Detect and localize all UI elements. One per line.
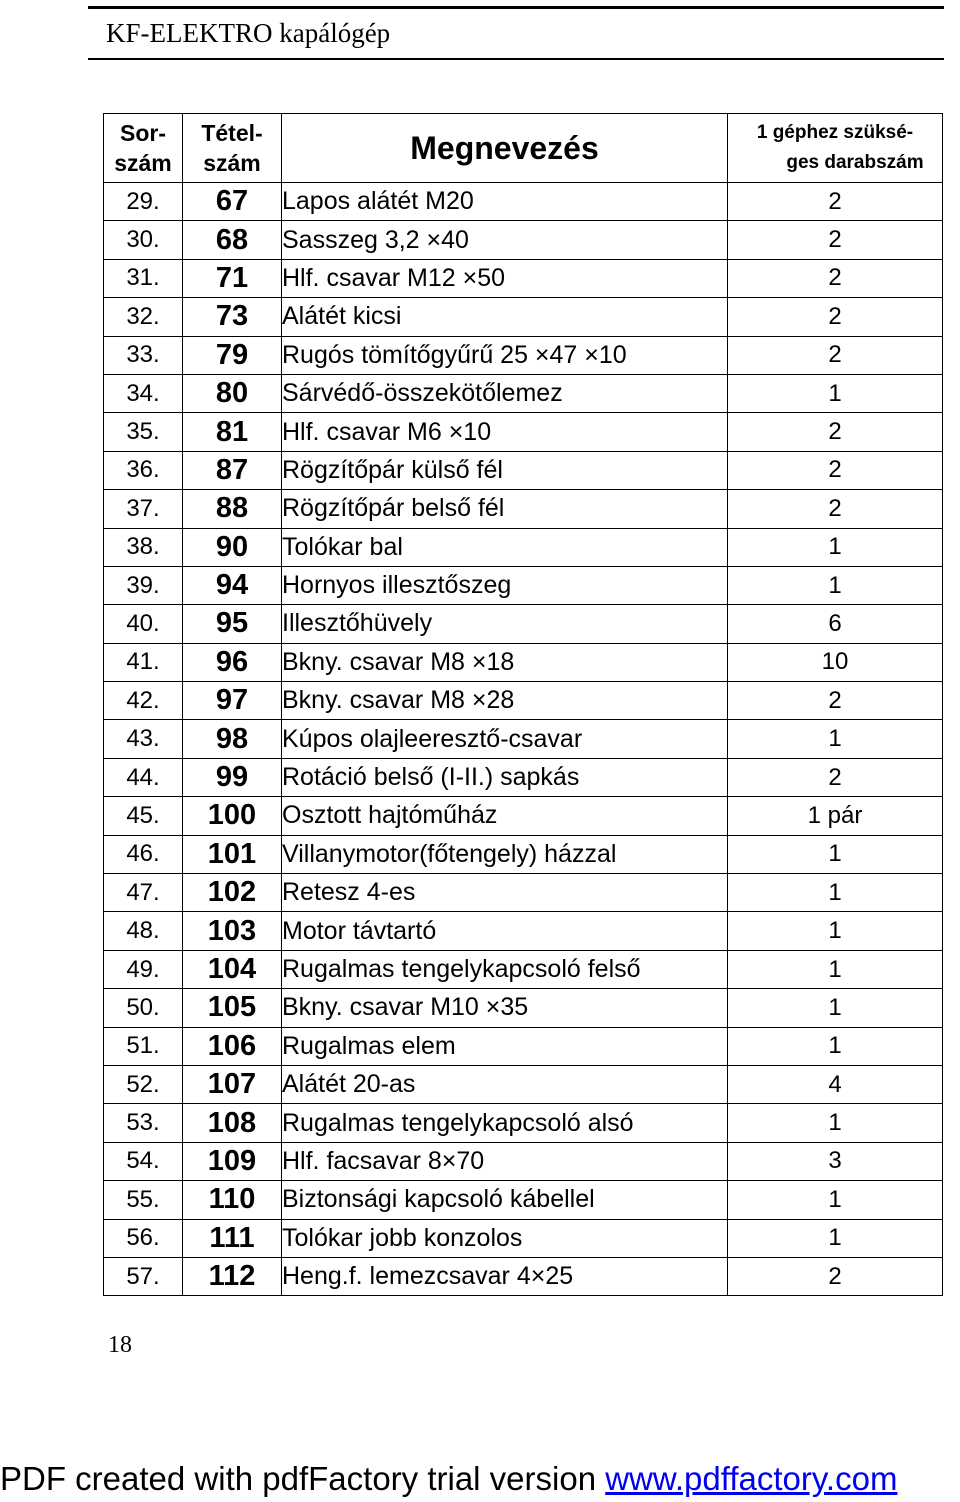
cell-darabszam: 6 <box>728 605 943 643</box>
table-body <box>104 183 943 1296</box>
cell-sorszam: 47. <box>104 874 183 912</box>
cell-sorszam: 52. <box>104 1065 183 1103</box>
cell-tetelszam: 80 <box>183 374 282 412</box>
cell-megnevezes: Sárvédő-összekötőlemez <box>282 374 728 412</box>
cell-megnevezes: Rugalmas tengelykapcsoló alsó <box>282 1104 728 1142</box>
cell-megnevezes: Alátét 20-as <box>282 1065 728 1103</box>
table-row <box>104 221 943 259</box>
cell-tetelszam: 103 <box>183 912 282 950</box>
cell-megnevezes: Lapos alátét M20 <box>282 183 728 221</box>
cell-darabszam: 2 <box>728 336 943 374</box>
table-row <box>104 758 943 796</box>
cell-darabszam: 2 <box>728 298 943 336</box>
header-sorszam-line1: Sor- <box>120 120 166 146</box>
cell-sorszam: 30. <box>104 221 183 259</box>
cell-tetelszam: 102 <box>183 874 282 912</box>
cell-tetelszam: 99 <box>183 758 282 796</box>
header-darabszam-line2: ges darabszám <box>786 152 924 173</box>
table-row <box>104 1219 943 1257</box>
cell-tetelszam: 104 <box>183 950 282 988</box>
document-header-title: KF-ELEKTRO kapálógép <box>106 18 391 48</box>
table-row <box>104 1065 943 1103</box>
cell-darabszam: 2 <box>728 682 943 720</box>
cell-darabszam: 2 <box>728 259 943 297</box>
cell-sorszam: 44. <box>104 758 183 796</box>
table-row <box>104 183 943 221</box>
table-row <box>104 1181 943 1219</box>
cell-tetelszam: 67 <box>183 183 282 221</box>
cell-megnevezes: Bkny. csavar M8 ×18 <box>282 643 728 681</box>
cell-megnevezes: Hlf. csavar M12 ×50 <box>282 259 728 297</box>
cell-darabszam: 3 <box>728 1142 943 1180</box>
column-header-darabszam <box>728 114 943 183</box>
cell-darabszam: 2 <box>728 490 943 528</box>
table-row <box>104 374 943 412</box>
parts-table <box>103 113 943 1296</box>
cell-sorszam: 39. <box>104 566 183 604</box>
header-sorszam-line2: szám <box>114 150 172 176</box>
footer-link[interactable]: www.pdffactory.com <box>605 1460 898 1497</box>
cell-sorszam: 50. <box>104 989 183 1027</box>
header-tetelszam-line2: szám <box>203 150 261 176</box>
cell-darabszam: 1 <box>728 1104 943 1142</box>
cell-sorszam: 34. <box>104 374 183 412</box>
cell-megnevezes: Hlf. facsavar 8×70 <box>282 1142 728 1180</box>
cell-megnevezes: Kúpos olajleeresztő-csavar <box>282 720 728 758</box>
cell-sorszam: 31. <box>104 259 183 297</box>
cell-tetelszam: 73 <box>183 298 282 336</box>
table-row <box>104 835 943 873</box>
table-row <box>104 605 943 643</box>
cell-megnevezes: Bkny. csavar M8 ×28 <box>282 682 728 720</box>
table-row <box>104 336 943 374</box>
header-rule <box>88 58 944 60</box>
column-header-sorszam <box>104 114 183 183</box>
cell-darabszam: 1 <box>728 912 943 950</box>
cell-darabszam: 1 <box>728 1181 943 1219</box>
cell-tetelszam: 107 <box>183 1065 282 1103</box>
cell-darabszam: 2 <box>728 451 943 489</box>
table-row <box>104 989 943 1027</box>
cell-megnevezes: Heng.f. lemezcsavar 4×25 <box>282 1257 728 1295</box>
cell-megnevezes: Rotáció belső (I-II.) sapkás <box>282 758 728 796</box>
cell-sorszam: 37. <box>104 490 183 528</box>
cell-tetelszam: 110 <box>183 1181 282 1219</box>
cell-tetelszam: 100 <box>183 797 282 835</box>
cell-sorszam: 43. <box>104 720 183 758</box>
cell-sorszam: 55. <box>104 1181 183 1219</box>
cell-sorszam: 49. <box>104 950 183 988</box>
cell-megnevezes: Rugós tömítőgyűrű 25 ×47 ×10 <box>282 336 728 374</box>
table-row <box>104 1104 943 1142</box>
cell-darabszam: 1 <box>728 374 943 412</box>
cell-tetelszam: 88 <box>183 490 282 528</box>
cell-tetelszam: 71 <box>183 259 282 297</box>
cell-darabszam: 1 <box>728 950 943 988</box>
cell-darabszam: 4 <box>728 1065 943 1103</box>
cell-tetelszam: 90 <box>183 528 282 566</box>
cell-darabszam: 1 <box>728 989 943 1027</box>
table-row <box>104 643 943 681</box>
cell-sorszam: 57. <box>104 1257 183 1295</box>
cell-tetelszam: 81 <box>183 413 282 451</box>
cell-tetelszam: 111 <box>183 1219 282 1257</box>
cell-sorszam: 42. <box>104 682 183 720</box>
cell-megnevezes: Osztott hajtóműház <box>282 797 728 835</box>
table-row <box>104 451 943 489</box>
cell-sorszam: 56. <box>104 1219 183 1257</box>
cell-tetelszam: 108 <box>183 1104 282 1142</box>
cell-megnevezes: Tolókar bal <box>282 528 728 566</box>
cell-tetelszam: 79 <box>183 336 282 374</box>
cell-darabszam: 1 <box>728 1027 943 1065</box>
cell-tetelszam: 112 <box>183 1257 282 1295</box>
cell-sorszam: 32. <box>104 298 183 336</box>
table-row <box>104 528 943 566</box>
table-row <box>104 874 943 912</box>
cell-darabszam: 2 <box>728 221 943 259</box>
table-row <box>104 912 943 950</box>
cell-megnevezes: Rögzítőpár külső fél <box>282 451 728 489</box>
cell-darabszam: 1 <box>728 1219 943 1257</box>
table-row <box>104 797 943 835</box>
cell-sorszam: 41. <box>104 643 183 681</box>
cell-megnevezes: Motor távtartó <box>282 912 728 950</box>
cell-megnevezes: Retesz 4-es <box>282 874 728 912</box>
footer-text: PDF created with pdfFactory trial version <box>0 1460 606 1497</box>
cell-tetelszam: 106 <box>183 1027 282 1065</box>
cell-tetelszam: 95 <box>183 605 282 643</box>
cell-megnevezes: Hlf. csavar M6 ×10 <box>282 413 728 451</box>
cell-tetelszam: 101 <box>183 835 282 873</box>
page-number: 18 <box>108 1332 132 1358</box>
table-header-row <box>104 114 943 183</box>
cell-megnevezes: Biztonsági kapcsoló kábellel <box>282 1181 728 1219</box>
table-row <box>104 1027 943 1065</box>
cell-darabszam: 2 <box>728 413 943 451</box>
cell-sorszam: 45. <box>104 797 183 835</box>
cell-sorszam: 29. <box>104 183 183 221</box>
cell-tetelszam: 109 <box>183 1142 282 1180</box>
cell-sorszam: 51. <box>104 1027 183 1065</box>
table-row <box>104 950 943 988</box>
cell-tetelszam: 68 <box>183 221 282 259</box>
table-row <box>104 413 943 451</box>
cell-sorszam: 38. <box>104 528 183 566</box>
column-header-tetelszam <box>183 114 282 183</box>
header-tetelszam-line1: Tétel- <box>201 120 263 146</box>
cell-darabszam: 1 <box>728 835 943 873</box>
cell-sorszam: 54. <box>104 1142 183 1180</box>
cell-sorszam: 33. <box>104 336 183 374</box>
cell-megnevezes: Hornyos illesztőszeg <box>282 566 728 604</box>
cell-tetelszam: 94 <box>183 566 282 604</box>
cell-megnevezes: Rugalmas elem <box>282 1027 728 1065</box>
cell-sorszam: 40. <box>104 605 183 643</box>
cell-megnevezes: Villanymotor(főtengely) házzal <box>282 835 728 873</box>
cell-megnevezes: Rögzítőpár belső fél <box>282 490 728 528</box>
cell-sorszam: 53. <box>104 1104 183 1142</box>
cell-sorszam: 48. <box>104 912 183 950</box>
cell-darabszam: 1 <box>728 720 943 758</box>
cell-megnevezes: Sasszeg 3,2 ×40 <box>282 221 728 259</box>
cell-tetelszam: 87 <box>183 451 282 489</box>
table-row <box>104 259 943 297</box>
cell-darabszam: 2 <box>728 1257 943 1295</box>
cell-sorszam: 46. <box>104 835 183 873</box>
table-row <box>104 1142 943 1180</box>
cell-tetelszam: 98 <box>183 720 282 758</box>
cell-sorszam: 36. <box>104 451 183 489</box>
table-row <box>104 566 943 604</box>
cell-darabszam: 1 pár <box>728 797 943 835</box>
column-header-megnevezes: Megnevezés <box>282 114 728 183</box>
table-row <box>104 490 943 528</box>
cell-megnevezes: Rugalmas tengelykapcsoló felső <box>282 950 728 988</box>
cell-darabszam: 2 <box>728 758 943 796</box>
cell-tetelszam: 96 <box>183 643 282 681</box>
top-border-line <box>88 6 944 9</box>
cell-darabszam: 2 <box>728 183 943 221</box>
cell-megnevezes: Illesztőhüvely <box>282 605 728 643</box>
header-darabszam-line1: 1 géphez szüksé- <box>756 122 914 143</box>
cell-tetelszam: 97 <box>183 682 282 720</box>
cell-megnevezes: Bkny. csavar M10 ×35 <box>282 989 728 1027</box>
table-row <box>104 1257 943 1295</box>
cell-sorszam: 35. <box>104 413 183 451</box>
cell-darabszam: 10 <box>728 643 943 681</box>
cell-darabszam: 1 <box>728 528 943 566</box>
cell-megnevezes: Alátét kicsi <box>282 298 728 336</box>
pdf-footer <box>0 1460 897 1498</box>
cell-darabszam: 1 <box>728 874 943 912</box>
table-row <box>104 682 943 720</box>
cell-megnevezes: Tolókar jobb konzolos <box>282 1219 728 1257</box>
table-row <box>104 298 943 336</box>
cell-tetelszam: 105 <box>183 989 282 1027</box>
cell-darabszam: 1 <box>728 566 943 604</box>
table-row <box>104 720 943 758</box>
